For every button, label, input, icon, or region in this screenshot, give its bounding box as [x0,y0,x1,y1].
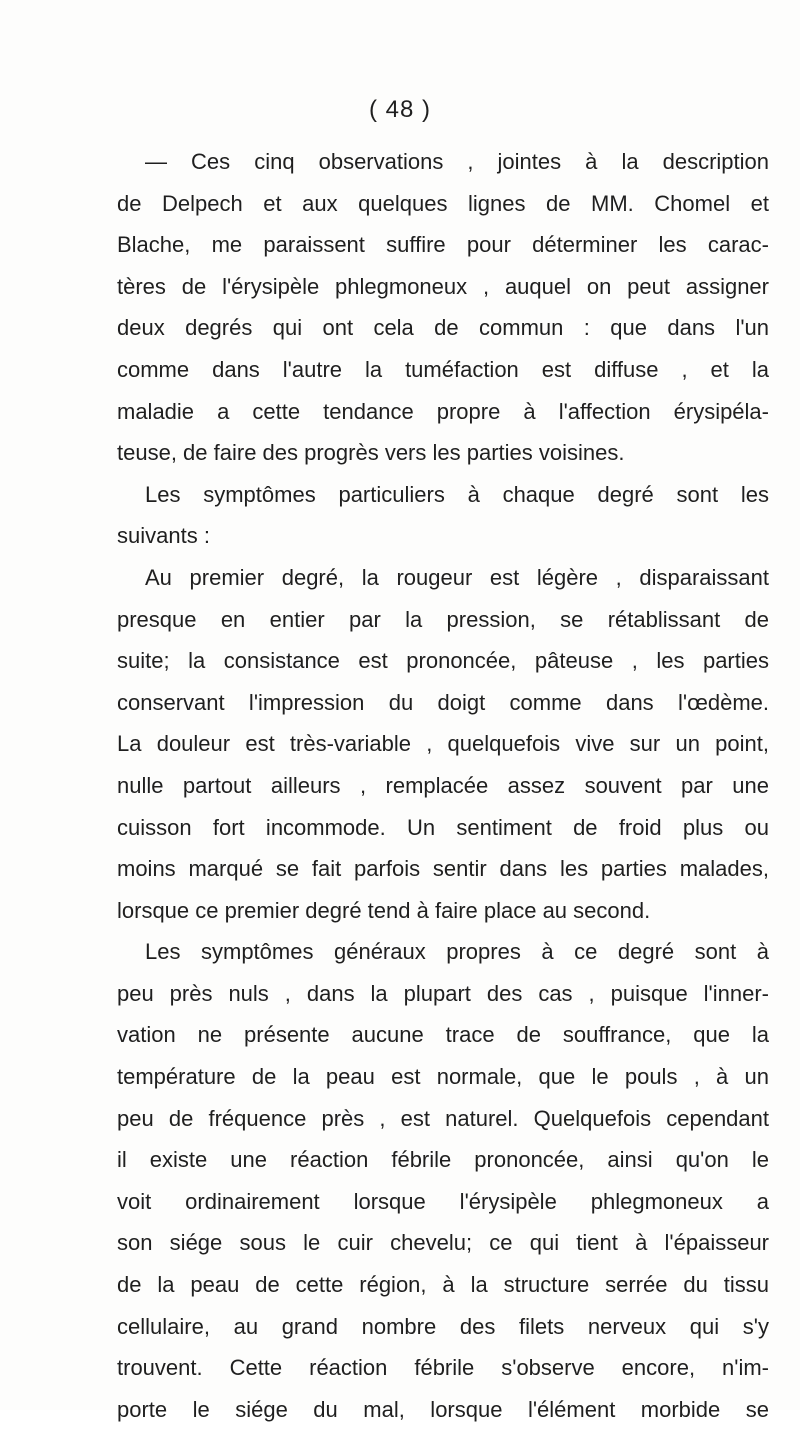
text-line: moins marqué se fait parfois sentir dans les parties malades, [117,856,769,882]
text-line: il existe une réaction fébrile prononcée, ainsi qu'on le [117,1147,769,1173]
text-line: porte le siége du mal, lorsque l'élément morbide se [117,1396,769,1422]
text-line: cuisson fort incommode. Un sentiment de froid plus ou [117,814,769,840]
text-line: tères de l'érysipèle phlegmoneux , auquel on peut assigner [117,273,769,299]
text-line: deux degrés qui ont cela de commun : que dans l'un [117,315,769,341]
text-line: Les symptômes généraux propres à ce degré sont à [145,939,769,965]
text-line: La douleur est très-variable , quelquefois vive sur un point, [117,731,769,757]
text-line: maladie a cette tendance propre à l'affection érysipéla- [117,398,769,424]
text-line: suite; la consistance est prononcée, pâteuse , les parties [117,648,769,674]
text-line: Blache, me paraissent suffire pour déterminer les carac- [117,232,769,258]
text-line: son siége sous le cuir chevelu; ce qui tient à l'épaisseur [117,1230,769,1256]
text-line: vation ne présente aucune trace de souffrance, que la [117,1022,769,1048]
body-text [117,141,769,1430]
text-line: cellulaire, au grand nombre des filets nerveux qui s'y [117,1313,769,1339]
text-line: Les symptômes particuliers à chaque degré sont les [145,481,769,507]
text-line: nulle partout ailleurs , remplacée assez souvent par une [117,772,769,798]
text-line: voit ordinairement lorsque l'érysipèle phlegmoneux a [117,1188,769,1214]
text-line: Au premier degré, la rougeur est légère , disparaissant [145,564,769,590]
text-line: lorsque ce premier degré tend à faire place au second. [117,897,651,923]
text-line: — Ces cinq observations , jointes à la description [145,149,769,174]
text-line: comme dans l'autre la tuméfaction est diffuse , et la [117,356,769,382]
text-line: peu de fréquence près , est naturel. Quelquefois cependant [117,1105,769,1131]
text-line: trouvent. Cette réaction fébrile s'observe encore, n'im- [117,1355,769,1381]
text-line: de la peau de cette région, à la structure serrée du tissu [117,1272,769,1298]
text-line: suivants : [117,523,210,549]
text-line: conservant l'impression du doigt comme dans l'œdème. [117,689,769,715]
text-line: peu près nuls , dans la plupart des cas , puisque l'inner- [117,980,769,1006]
text-line: de Delpech et aux quelques lignes de MM. Chomel et [117,190,769,216]
text-line: teuse, de faire des progrès vers les parties voisines. [117,440,625,466]
text-line: température de la peau est normale, que le pouls , à un [117,1064,769,1090]
page-number: ( 48 ) [368,96,431,123]
text-line: presque en entier par la pression, se rétablissant de [117,606,769,632]
